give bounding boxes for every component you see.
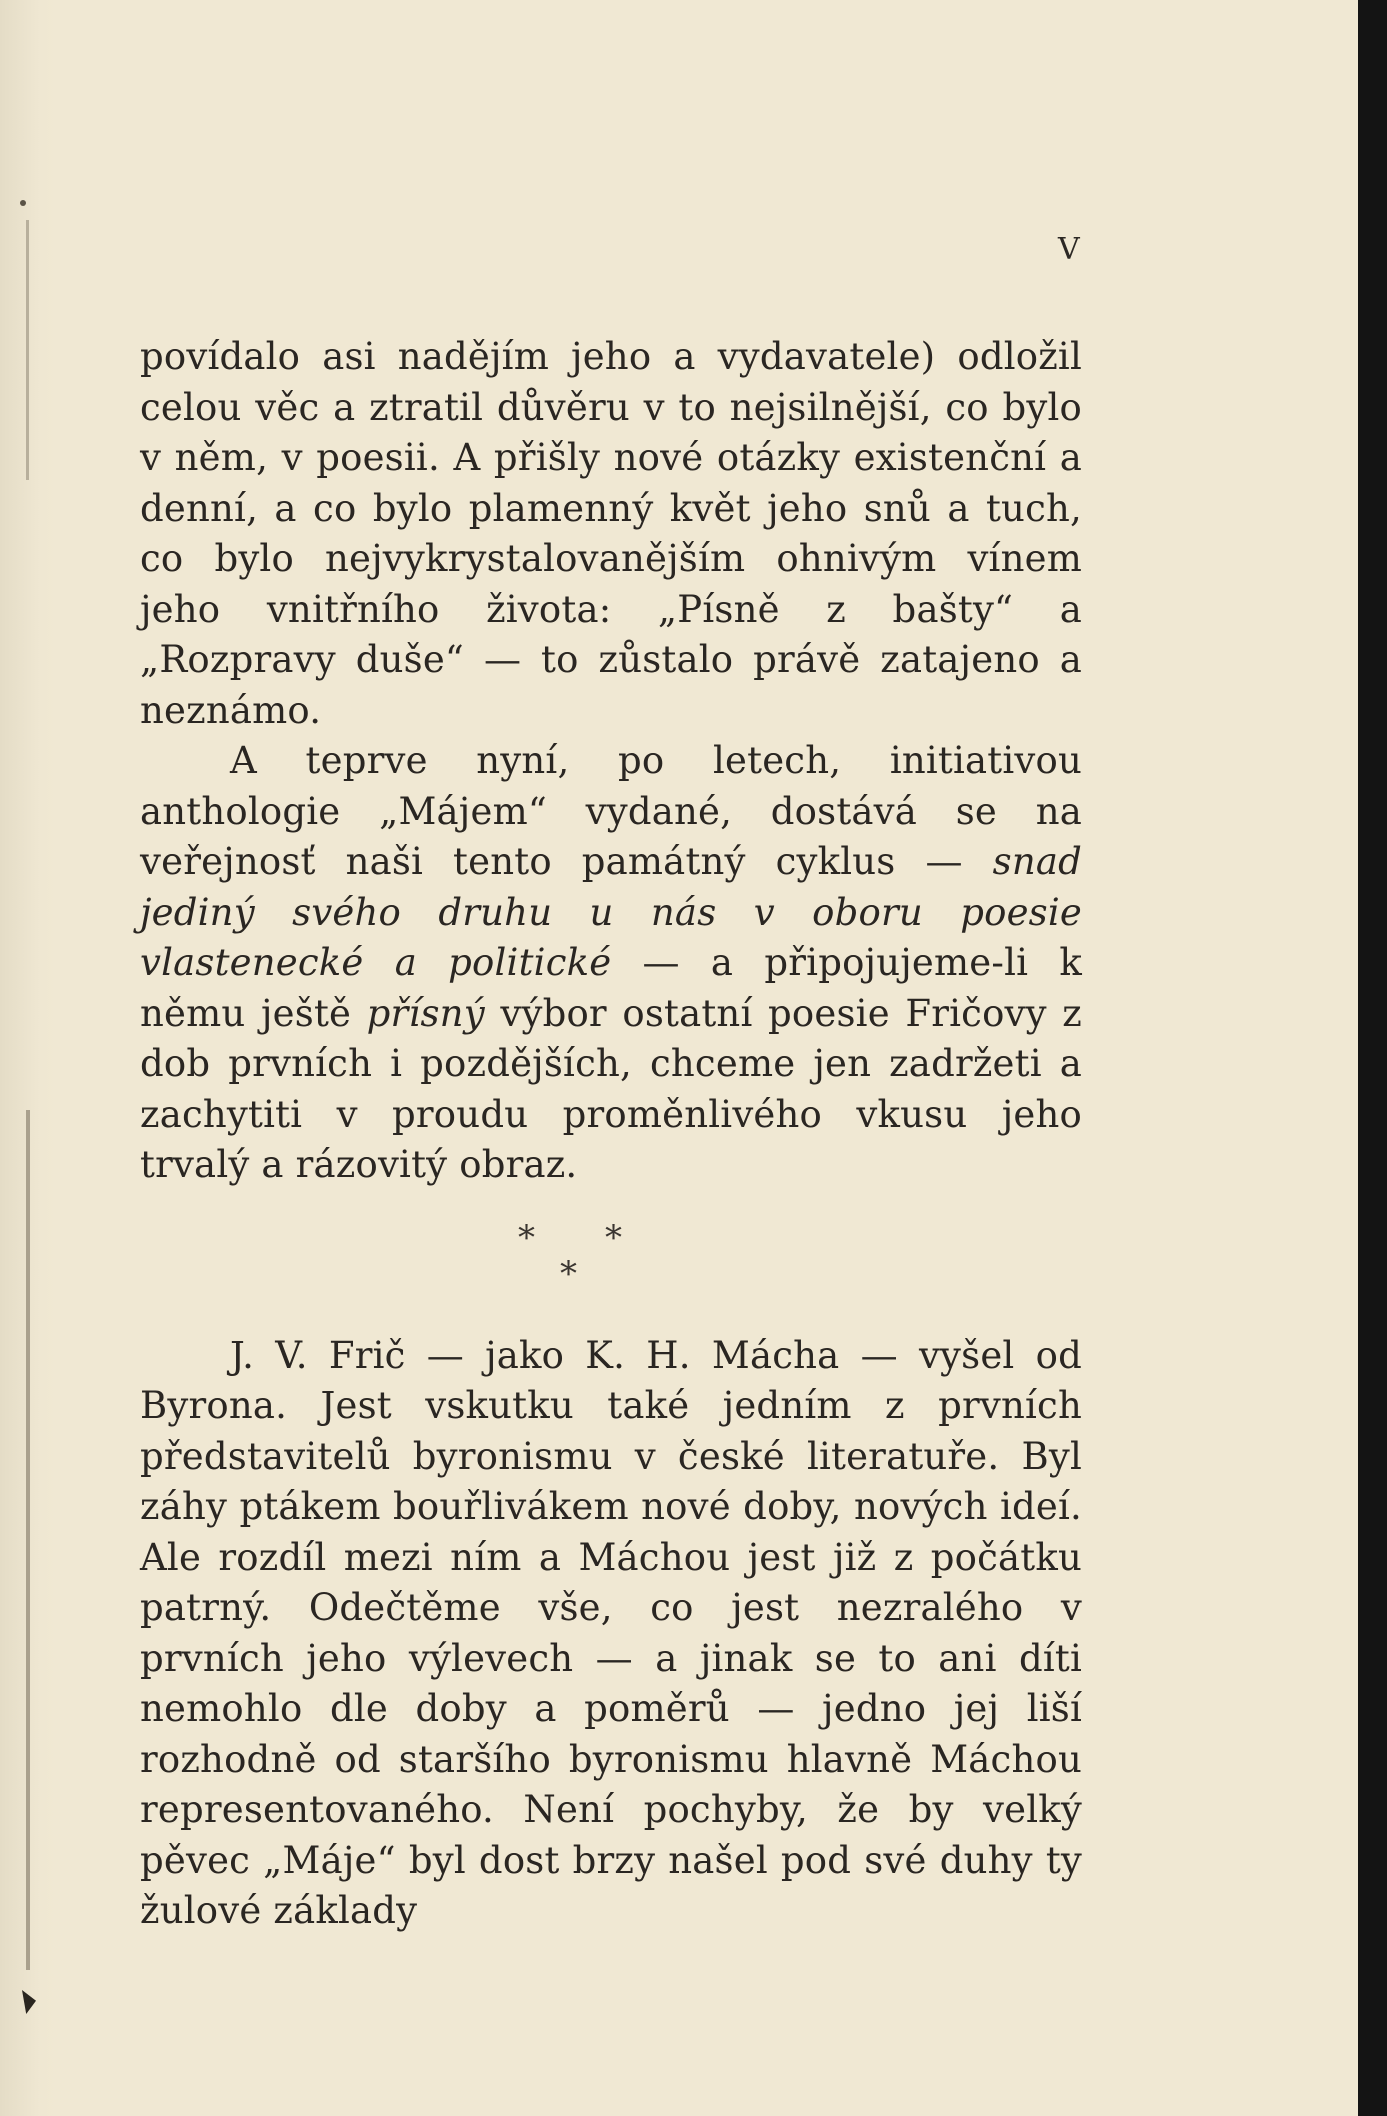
- binding-edge-line: [26, 220, 29, 480]
- text-run: — a připojujeme-li k němu ještě: [140, 941, 1082, 1035]
- binding-shadow: [0, 0, 60, 2116]
- text-run: J. V. Frič — jako K. H. Mácha — vyšel od Byrona. Jest vskutku také jedním z prvních představitelů byronismu v české literatuře. Byl záhy ptákem bouřlivákem nové doby, nových ideí. Ale rozdíl mezi ním a Máchou jest již z počátku patrný. Odečtěme vše, co jest nezralého v prvních jeho výlevech — a jinak se to ani díti nemohlo dle doby a poměrů — jedno jej liší rozhodně od staršího byronismu hlavně Máchou representovaného. Není pochyby, že by velký pěvec „Máje“ byl dost brzy našel pod své duhy ty žulové základy: [140, 1333, 1082, 1932]
- paragraph: [140, 1331, 1082, 1937]
- asterisk: *: [605, 1217, 623, 1258]
- asterisk: *: [560, 1253, 578, 1294]
- page-number: V: [1058, 232, 1080, 267]
- paragraph: [140, 736, 1082, 1191]
- binding-edge-line: [26, 1110, 30, 1970]
- scan-border: [1358, 0, 1387, 2116]
- text-run: výbor ostatní poesie Fričovy z dob prvních i pozdějších, chceme jen zadržeti a zachytiti v proudu proměnlivého vkusu jeho trvalý a rázovitý obraz.: [140, 991, 1082, 1186]
- text-run: A teprve nyní, po letech, initiativou anthologie „Májem“ vydané, dostává se na veřejnosť naši tento památný cyklus —: [140, 739, 1082, 883]
- emphasized-text: snad jediný svého druhu u nás v oboru poesie vlastenecké a politické: [140, 840, 1082, 984]
- emphasized-text: přísný: [366, 991, 485, 1035]
- text-run: povídalo asi nadějím jeho a vydavatele) odložil celou věc a ztratil důvěru v to nejsilnější, co bylo v něm, v poesii. A přišly nové otázky existenční a denní, a co bylo plamenný květ jeho snů a tuch, co bylo nejvykrystalovanějším ohnivým vínem jeho vnitřního života: „Písně z bašty“ a „Rozpravy duše“ — to zůstalo právě zatajeno a neznámo.: [140, 335, 1082, 732]
- paragraph: [140, 332, 1082, 736]
- edge-speck: [20, 200, 26, 206]
- section-separator: [140, 1213, 1082, 1319]
- body-text: [140, 332, 1082, 1937]
- asterisk: *: [518, 1217, 536, 1258]
